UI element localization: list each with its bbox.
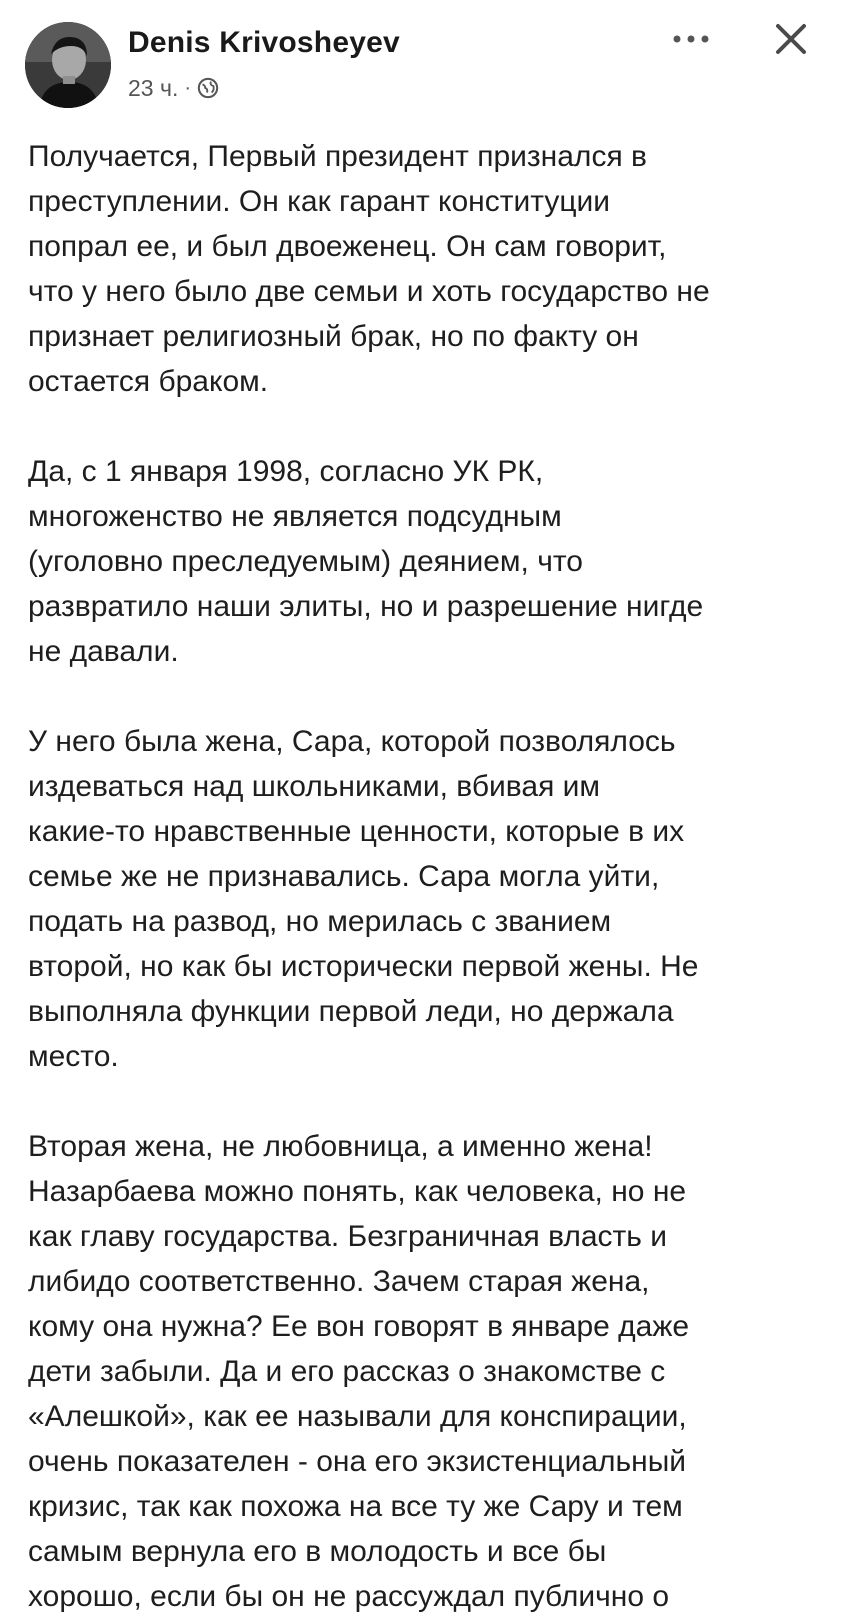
- text-line: семье же не признавались. Сара могла уйти,: [28, 860, 660, 893]
- author-avatar[interactable]: [25, 22, 111, 108]
- text-line: либидо соответственно. Зачем старая жена,: [28, 1265, 650, 1298]
- text-line: хорошо, если бы он не рассуждал публично о: [28, 1580, 670, 1613]
- more-options-button[interactable]: [668, 24, 714, 54]
- text-line: издеваться над школьниками, вбивая им: [28, 770, 601, 803]
- post-paragraph-3: [28, 719, 818, 1079]
- globe-icon[interactable]: [197, 77, 219, 99]
- text-line: остается браком.: [28, 365, 269, 398]
- text-line: какие-то нравственные ценности, которые в их: [28, 815, 685, 848]
- post-meta: [128, 73, 219, 103]
- text-line: Вторая жена, не любовница, а именно жена!: [28, 1130, 653, 1163]
- text-line: (уголовно преследуемым) деянием, что: [28, 545, 583, 578]
- text-line: преступлении. Он как гарант конституции: [28, 185, 611, 218]
- text-line: самым вернула его в молодость и все бы: [28, 1535, 607, 1568]
- more-horizontal-icon: [671, 34, 711, 44]
- text-line: выполняла функции первой леди, но держала: [28, 995, 674, 1028]
- meta-separator: ·: [184, 76, 192, 99]
- text-line: кому она нужна? Ее вон говорят в январе даже: [28, 1310, 690, 1343]
- text-line: второй, но как бы исторически первой жены. Не: [28, 950, 699, 983]
- text-line: подать на развод, но мерилась с званием: [28, 905, 612, 938]
- post-text: [28, 134, 818, 1619]
- text-line: место.: [28, 1040, 119, 1073]
- post-paragraph-4: [28, 1124, 818, 1619]
- text-line: признает религиозный брак, но по факту он: [28, 320, 639, 353]
- post-paragraph-2: [28, 449, 818, 674]
- text-line: очень показателен - она его экзистенциальный: [28, 1445, 687, 1478]
- text-line: не давали.: [28, 635, 179, 668]
- avatar-photo: [25, 22, 111, 108]
- text-line: «Алешкой», как ее называли для конспирации,: [28, 1400, 687, 1433]
- text-line: многоженство не является подсудным: [28, 500, 562, 533]
- post-timestamp[interactable]: 23 ч.: [128, 74, 179, 101]
- text-line: что у него было две семьи и хоть государство не: [28, 275, 710, 308]
- author-name[interactable]: Denis Krivosheyev: [128, 26, 400, 59]
- close-button[interactable]: [766, 14, 816, 64]
- text-line: У него была жена, Сара, которой позволялось: [28, 725, 676, 758]
- text-line: кризис, так как похожа на все ту же Сару и тем: [28, 1490, 683, 1523]
- text-line: Да, с 1 января 1998, согласно УК РК,: [28, 455, 544, 488]
- post-paragraph-1: [28, 134, 818, 404]
- text-line: Получается, Первый президент признался в: [28, 140, 647, 173]
- text-line: попрал ее, и был двоеженец. Он сам говорит,: [28, 230, 667, 263]
- text-line: дети забыли. Да и его рассказ о знакомстве с: [28, 1355, 666, 1388]
- text-line: как главу государства. Безграничная власть и: [28, 1220, 668, 1253]
- close-icon: [774, 22, 808, 56]
- text-line: развратило наши элиты, но и разрешение нигде: [28, 590, 704, 623]
- text-line: Назарбаева можно понять, как человека, но не: [28, 1175, 687, 1208]
- post-header: [0, 0, 848, 120]
